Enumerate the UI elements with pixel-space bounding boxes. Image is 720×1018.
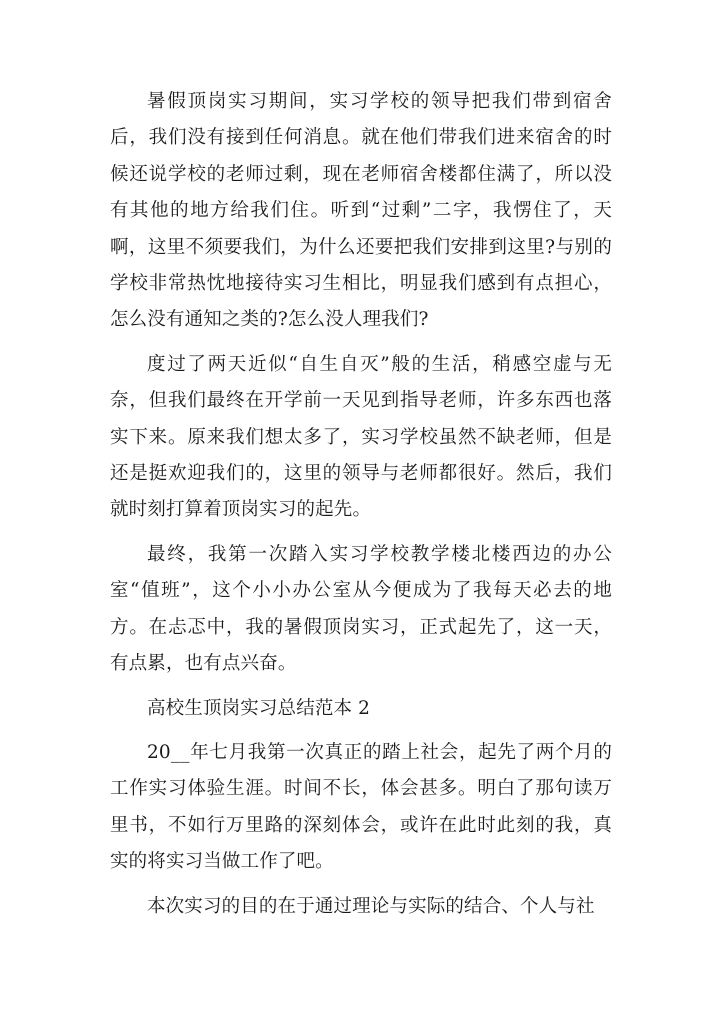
document-page [110,84,612,933]
section-heading: 高校生顶岗实习总结范本 2 [147,697,371,719]
paragraph-july-internship: 20__年七月我第一次真正的踏上社会，起先了两个月的工作实习体验生涯。时间不长，体会甚多。明白了那句读万里书，不如行万里路的深刻体会，或许在此时此刻的我，真实的将实习当做工作了吧。 [110,741,612,873]
paragraph-first-duty: 最终，我第一次踏入实习学校教学楼北楼西边的办公室“值班”，这个小小办公室从今便成为了我每天必去的地方。在忐忑中，我的暑假顶岗实习，正式起先了，这一天，有点累，也有点兴奋。 [110,543,612,675]
paragraph-purpose: 本次实习的目的在于通过理论与实际的结合、个人与社 [147,895,595,917]
paragraph-arrival: 暑假顶岗实习期间，实习学校的领导把我们带到宿舍后，我们没有接到任何消息。就在他们带我们进来宿舍的时候还说学校的老师过剩，现在老师宿舍楼都住满了，所以没有其他的地方给我们住。听到“过剩”二字，我愣住了，天啊，这里不须要我们，为什么还要把我们安排到这里?与别的学校非常热忱地接待实习生相比，明显我们感到有点担心，怎么没有通知之类的?怎么没人理我们? [110,91,612,331]
paragraph-first-days: 度过了两天近似“自生自灭”般的生活，稍感空虚与无奈，但我们最终在开学前一天见到指导老师，许多东西也落实下来。原来我们想太多了，实习学校虽然不缺老师，但是还是挺欢迎我们的，这里的领导与老师都很好。然后，我们就时刻打算着顶岗实习的起先。 [110,353,612,521]
